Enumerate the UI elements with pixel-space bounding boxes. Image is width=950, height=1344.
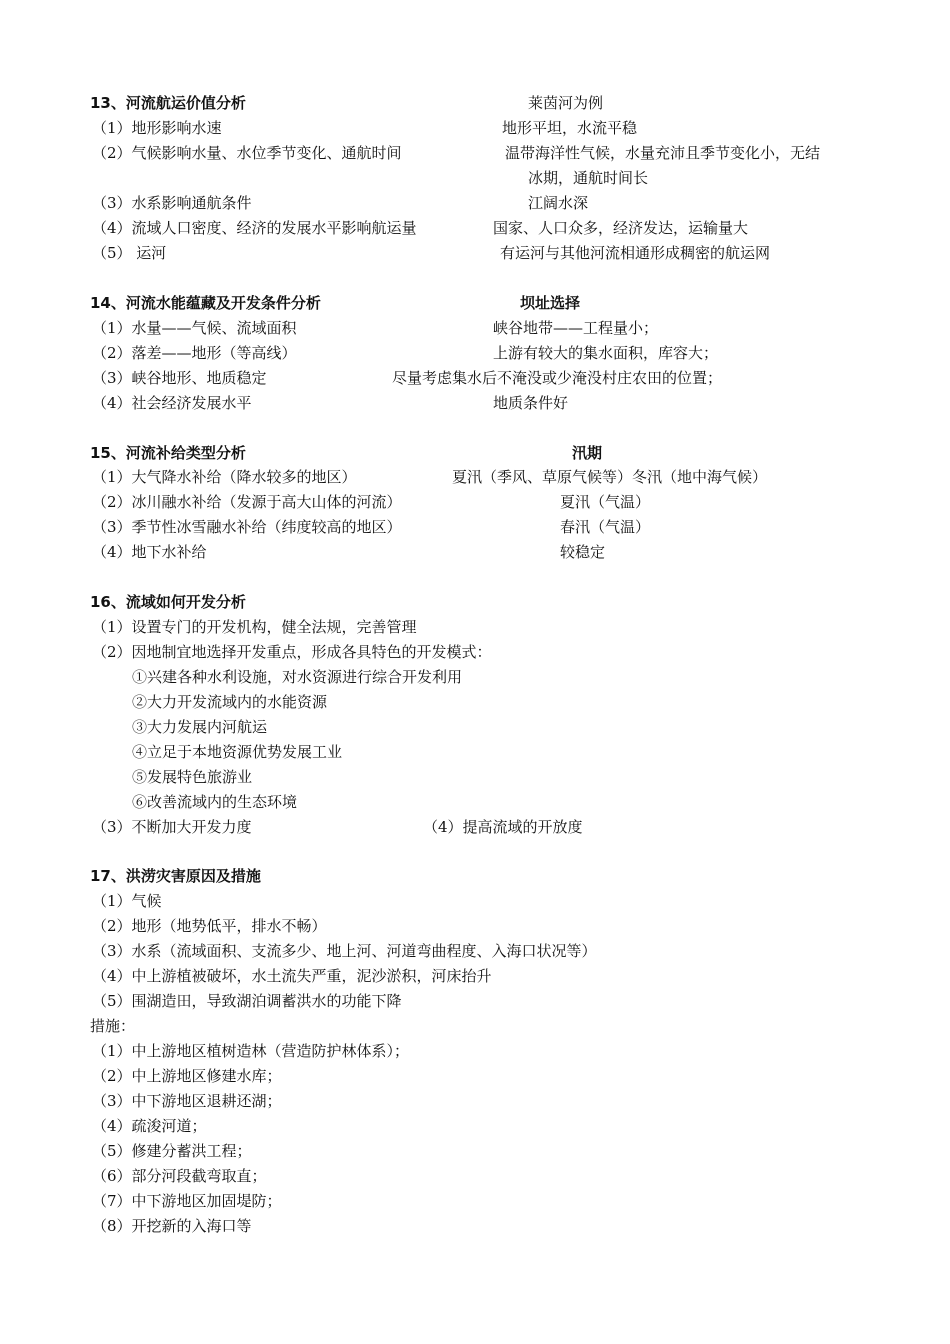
- s13-right-1: 地形平坦，水流平稳: [502, 119, 638, 137]
- s15-right-1: 夏汛（季风、草原气候等）冬汛（地中海气候）: [452, 468, 768, 486]
- section-16-title: 16、流域如何开发分析: [90, 593, 246, 611]
- s15-left-4: （4）地下水补给: [92, 543, 207, 561]
- section-14-right-title: 坝址选择: [520, 294, 581, 312]
- s13-left-5: （5） 运河: [92, 244, 167, 262]
- s17-measure-5: （5）修建分蓄洪工程；: [92, 1142, 252, 1160]
- s14-right-2: 上游有较大的集水面积，库容大；: [493, 344, 719, 362]
- s17-measure-4: （4）疏浚河道；: [92, 1117, 207, 1135]
- s16-sub-4: ④立足于本地资源优势发展工业: [132, 743, 343, 761]
- s17-measure-8: （8）开挖新的入海口等: [92, 1217, 252, 1235]
- s13-left-3: （3）水系影响通航条件: [92, 194, 252, 212]
- s17-measure-1: （1）中上游地区植树造林（营造防护林体系）；: [92, 1042, 410, 1060]
- s15-left-2: （2）冰川融水补给（发源于高大山体的河流）: [92, 493, 402, 511]
- s15-right-3: 春汛（气温）: [560, 518, 651, 536]
- s16-sub-1: ①兴建各种水利设施，对水资源进行综合开发利用: [132, 668, 463, 686]
- s16-sub-2: ②大力开发流域内的水能资源: [132, 693, 328, 711]
- section-17-title: 17、洪涝灾害原因及措施: [90, 867, 261, 885]
- s14-left-2: （2）落差——地形（等高线）: [92, 344, 297, 362]
- s17-cause-1: （1）气候: [92, 892, 162, 910]
- section-15-right-title: 汛期: [572, 444, 603, 462]
- s17-measure-6: （6）部分河段截弯取直；: [92, 1167, 267, 1185]
- s14-right-1: 峡谷地带——工程量小；: [493, 319, 659, 337]
- s16-item-4: （4）提高流域的开放度: [423, 818, 583, 836]
- s13-left-4: （4）流域人口密度、经济的发展水平影响航运量: [92, 219, 417, 237]
- s13-right-5: 有运河与其他河流相通形成稠密的航运网: [500, 244, 771, 262]
- s17-cause-2: （2）地形（地势低平，排水不畅）: [92, 917, 327, 935]
- s17-cause-4: （4）中上游植被破坏，水土流失严重，泥沙淤积，河床抬升: [92, 967, 492, 985]
- s16-item-1: （1）设置专门的开发机构，健全法规，完善管理: [92, 618, 417, 636]
- s13-right-3: 江阔水深: [528, 194, 589, 212]
- section-13-title: 13、河流航运价值分析: [90, 94, 246, 112]
- s17-measures-label: 措施：: [90, 1017, 136, 1035]
- s13-right-2: 温带海洋性气候，水量充沛且季节变化小，无结: [505, 144, 821, 162]
- s16-sub-5: ⑤发展特色旅游业: [132, 768, 253, 786]
- s13-right-2-cont: 冰期，通航时间长: [528, 169, 649, 187]
- s15-left-1: （1）大气降水补给（降水较多的地区）: [92, 468, 357, 486]
- s16-item-3: （3）不断加大开发力度: [92, 818, 252, 836]
- s17-cause-5: （5）围湖造田，导致湖泊调蓄洪水的功能下降: [92, 992, 402, 1010]
- s13-right-4: 国家、人口众多，经济发达，运输量大: [493, 219, 749, 237]
- s16-sub-6: ⑥改善流域内的生态环境: [132, 793, 298, 811]
- s17-measure-7: （7）中下游地区加固堤防；: [92, 1192, 282, 1210]
- section-14-title: 14、河流水能蕴藏及开发条件分析: [90, 294, 321, 312]
- s13-left-2: （2）气候影响水量、水位季节变化、通航时间: [92, 144, 402, 162]
- s15-right-4: 较稳定: [560, 543, 606, 561]
- s13-left-1: （1）地形影响水速: [92, 119, 222, 137]
- s14-right-3: 尽量考虑集水后不淹没或少淹没村庄农田的位置；: [392, 369, 723, 387]
- section-15-title: 15、河流补给类型分析: [90, 444, 246, 462]
- s17-cause-3: （3）水系（流域面积、支流多少、地上河、河道弯曲程度、入海口状况等）: [92, 942, 597, 960]
- s15-left-3: （3）季节性冰雪融水补给（纬度较高的地区）: [92, 518, 402, 536]
- s14-left-3: （3）峡谷地形、地质稳定: [92, 369, 267, 387]
- s15-right-2: 夏汛（气温）: [560, 493, 651, 511]
- s14-left-1: （1）水量——气候、流域面积: [92, 319, 297, 337]
- s14-right-4: 地质条件好: [493, 394, 569, 412]
- s16-item-2: （2）因地制宜地选择开发重点，形成各具特色的开发模式：: [92, 643, 492, 661]
- s16-sub-3: ③大力发展内河航运: [132, 718, 268, 736]
- s17-measure-3: （3）中下游地区退耕还湖；: [92, 1092, 282, 1110]
- s14-left-4: （4）社会经济发展水平: [92, 394, 252, 412]
- s17-measure-2: （2）中上游地区修建水库；: [92, 1067, 282, 1085]
- section-13-right-title: 莱茵河为例: [528, 94, 604, 112]
